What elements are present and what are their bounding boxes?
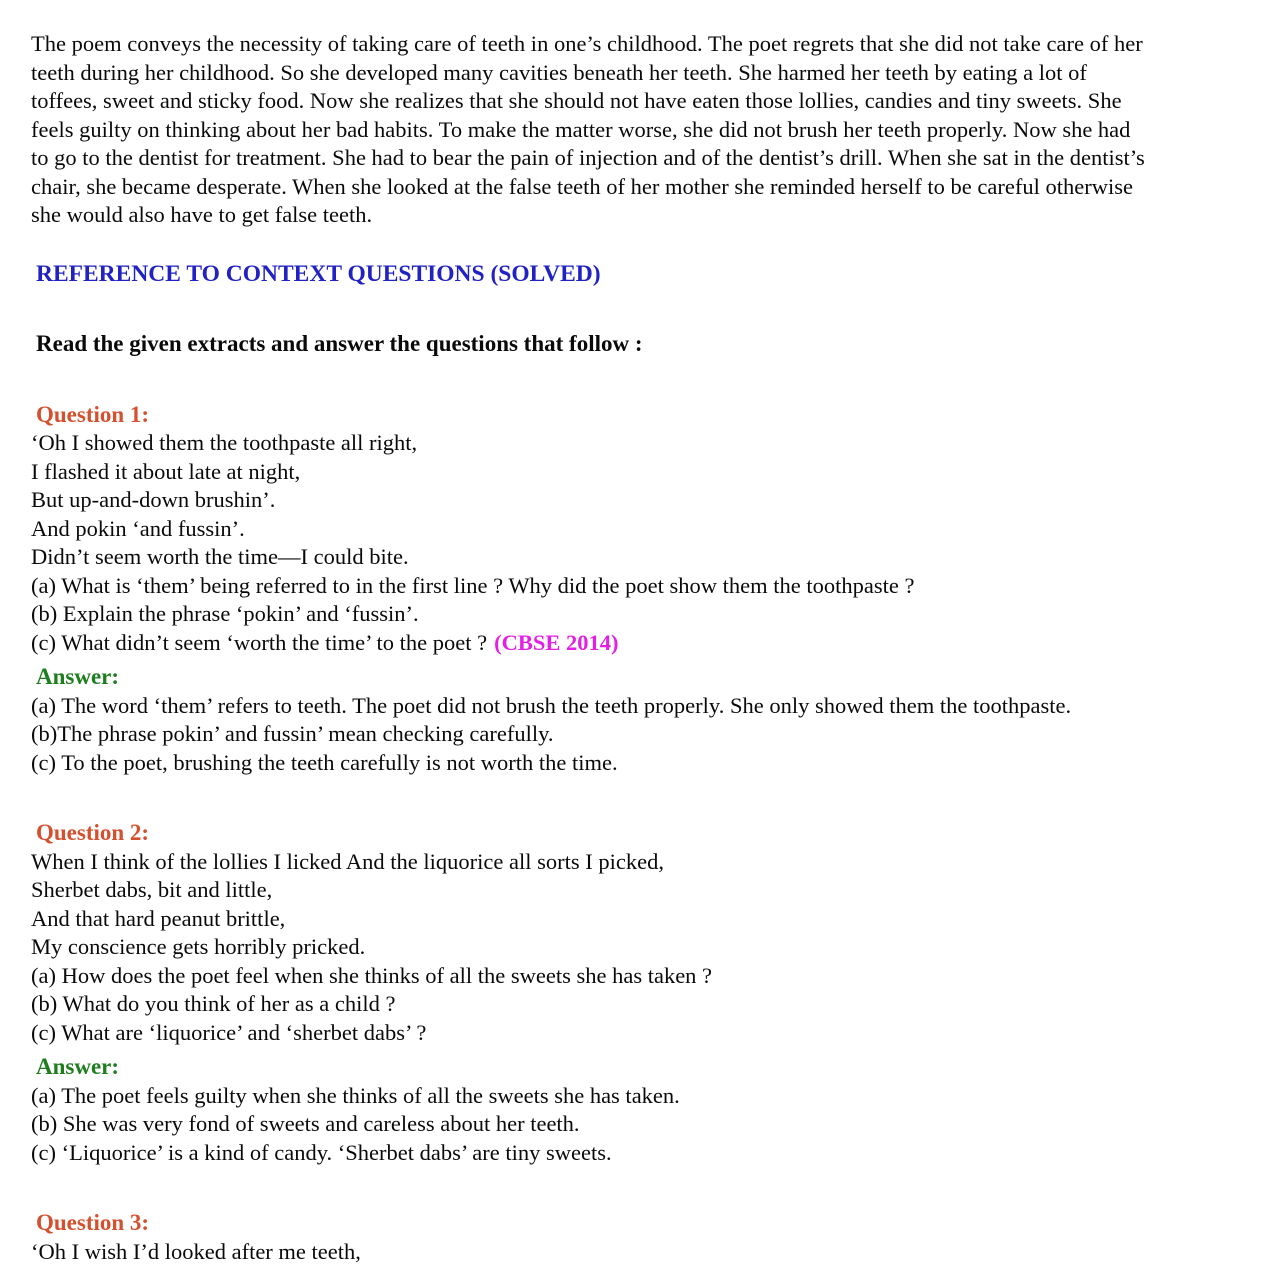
extract-line: But up-and-down brushin’. [31,487,276,512]
intro-line: The poem conveys the necessity of taking care of teeth in one’s childhood. The poet regrets that she did not take care of her [31,31,1143,56]
answer-line: (c) ‘Liquorice’ is a kind of candy. ‘Sherbet dabs’ are tiny sweets. [31,1139,612,1165]
question-line: (a) What is ‘them’ being referred to in the first line ? Why did the poet show them the toothpaste ? [31,572,915,598]
instruction-text: Read the given extracts and answer the questions that follow : [36,331,643,356]
answer-line: (c) To the poet, brushing the teeth carefully is not worth the time. [31,749,618,775]
question-line: (b) What do you think of her as a child ? [31,991,396,1016]
extract-line: ‘Oh I wish I’d looked after me teeth, [31,1238,361,1264]
question-line [31,629,1255,658]
question-1-block [31,401,1255,778]
extract-line: My conscience gets horribly pricked. [31,934,366,959]
intro-line: to go to the dentist for treatment. She had to bear the pain of injection and of the dentist’s drill. When she sat in the dentist’s [31,145,1145,170]
extract-line: I flashed it about late at night, [31,458,301,484]
intro-line: chair, she became desperate. When she looked at the false teeth of her mother she reminded herself to be careful otherwise [31,173,1133,199]
intro-line: she would also have to get false teeth. [31,202,373,227]
answer-line: (b) She was very fond of sweets and careless about her teeth. [31,1111,580,1136]
question-3-label: Question 3: [36,1210,150,1235]
extract-line: When I think of the lollies I licked And the liquorice all sorts I picked, [31,848,664,874]
extract-line: Didn’t seem worth the time—I could bite. [31,544,409,569]
answer-line: (a) The poet feels guilty when she thinks of all the sweets she has taken. [31,1082,680,1108]
question-line: (b) Explain the phrase ‘pokin’ and ‘fussin’. [31,601,419,626]
intro-line: toffees, sweet and sticky food. Now she realizes that she should not have eaten those lollies, candies and tiny sweets. She [31,88,1122,113]
extract-line: Sherbet dabs, bit and little, [31,877,273,902]
section-heading: REFERENCE TO CONTEXT QUESTIONS (SOLVED) [36,260,601,287]
extract-line: And that hard peanut brittle, [31,905,286,931]
question-line: (a) How does the poet feel when she thinks of all the sweets she has taken ? [31,962,713,988]
answer-line: (a) The word ‘them’ refers to teeth. The poet did not brush the teeth properly. She only showed them the toothpaste. [31,692,1072,718]
question-3-block [31,1209,1255,1266]
question-2-label: Question 2: [36,820,150,845]
intro-line: feels guilty on thinking about her bad habits. To make the matter worse, she did not brush her teeth properly. Now she had [31,116,1131,142]
intro-paragraph [31,30,1255,230]
question-line: (c) What are ‘liquorice’ and ‘sherbet dabs’ ? [31,1019,427,1045]
answer-2-label: Answer: [36,1054,120,1079]
extract-line: ‘Oh I showed them the toothpaste all right, [31,430,418,455]
intro-line: teeth during her childhood. So she developed many cavities beneath her teeth. She harmed her teeth by eating a lot of [31,59,1087,85]
question-2-block [31,819,1255,1167]
question-1-label: Question 1: [36,401,150,427]
answer-line: (b)The phrase pokin’ and fussin’ mean checking carefully. [31,721,554,746]
cbse-year-tag: (CBSE 2014) [494,629,619,655]
answer-1-label: Answer: [36,664,120,689]
question-line-text: (c) What didn’t seem ‘worth the time’ to the poet ? [31,629,488,655]
extract-line: And pokin ‘and fussin’. [31,515,245,541]
